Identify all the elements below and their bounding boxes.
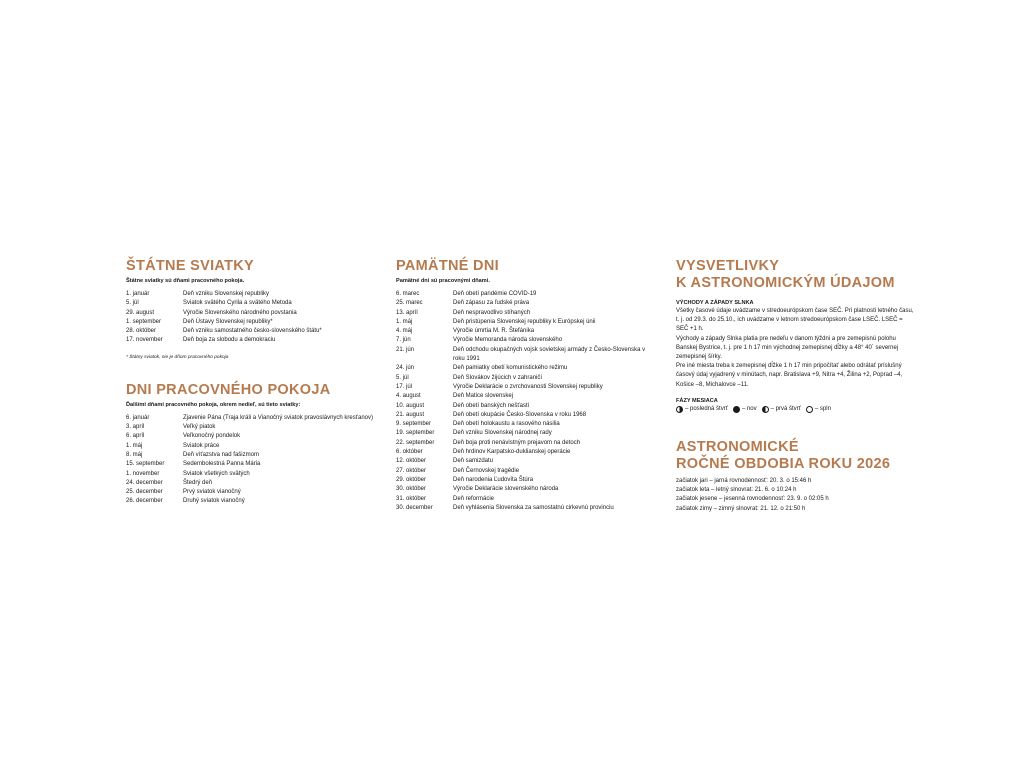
vysvetlivky-title-line1: VYSVETLIVKY: [676, 258, 780, 274]
table-row: 15. september Sedembolestná Panna Mária: [126, 461, 261, 468]
table-row: 1. máj Sviatok práce: [126, 442, 220, 449]
table-row: 6. október Deň hrdinov Karpatsko-duklianskej operácie: [396, 449, 571, 456]
table-row: 1. november Sviatok všetkých svätých: [126, 470, 250, 477]
moon-phases-legend: [676, 406, 916, 413]
table-row: 4. august Deň Matice slovenskej: [396, 393, 514, 400]
vysvetlivky-paragraph: Pre iné miesta treba k zemepisnej dĺžke 1 h 17 min pripočítať alebo odrátať príslušný časový údaj vyjadrený v minútach, napr. Bratislava +9, Nitra +4, Žilina +2, Poprad –4, Košice –8, Michalovce –11.: [676, 363, 903, 388]
dni-pokoja-title: DNI PRACOVNÉHO POKOJA: [126, 381, 331, 398]
table-row: 6. marec Deň obetí pandémie COVID-19: [396, 291, 537, 297]
pamatne-dni-title: PAMÄTNÉ DNI: [396, 258, 499, 274]
table-row: 19. september Deň vzniku Slovenskej národnej rady: [396, 430, 552, 437]
table-row: 17. november Deň boja za slobodu a demokraciu: [126, 337, 276, 344]
table-row: 29. august Výročie Slovenského národného povstania: [126, 309, 297, 316]
table-row: 1. september Deň Ústavy Slovenskej republiky*: [126, 318, 273, 325]
last-quarter-moon-icon: [676, 406, 683, 413]
table-row: 5. júl Sviatok svätého Cyrila a svätého Metoda: [126, 300, 292, 307]
fazy-mesiaca-heading: FÁZY MESIACA: [676, 397, 718, 404]
table-row: 25. marec Deň zápasu za ľudské práva: [396, 300, 530, 307]
column-middle: [396, 258, 656, 513]
list-item: začiatok jari – jarná rovnodennosť: 20. 3. o 15:46 h: [676, 477, 812, 484]
obdobia-title: [676, 439, 916, 473]
table-row: 9. september Deň obetí holokaustu a rasového násilia: [396, 421, 560, 428]
table-row: 29. október Deň narodenia Ľudovíta Štúra: [396, 476, 534, 483]
vysvetlivky-paragraph: Východy a západy Slnka platia pre nedeľu v danom týždni a pre zemepisnú polohu Banskej Bystrice, t. j. pre 1 h 17 min východnej zemepisnej dĺžky a 48° 40´ severnej zemepisnej šírky.: [676, 335, 899, 361]
legend-item: – prvá štvrť: [762, 406, 801, 413]
statne-sviatky-list: [126, 290, 376, 346]
list-item: začiatok jesene – jesenná rovnodennosť: 23. 9. o 02:05 h: [676, 496, 829, 503]
vychody-zapady-heading: VÝCHODY A ZÁPADY SLNKA: [676, 300, 754, 306]
statne-sviatky-note: * Štátny sviatok, nie je dňom pracovného pokoja: [126, 354, 229, 360]
table-row: 26. december Druhý sviatok vianočný: [126, 498, 245, 505]
column-right: [676, 258, 916, 514]
legend-item: – posledná štvrť: [676, 406, 728, 413]
obdobia-title-line1: ASTRONOMICKÉ: [676, 438, 799, 455]
obdobia-title-line2: ROČNÉ OBDOBIA ROKU 2026: [676, 455, 891, 472]
table-row: 7. jún Výročie Memoranda národa slovenského: [396, 337, 563, 344]
table-row: 30. október Výročie Deklarácie slovenského národa: [396, 486, 559, 493]
new-moon-icon: [733, 406, 740, 413]
list-item: začiatok zimy – zimný slnovrat: 21. 12. o 21:50 h: [676, 505, 806, 512]
table-row: 31. október Deň reformácie: [396, 495, 495, 502]
pamatne-dni-subtitle: Pamätné dni sú pracovnými dňami.: [396, 278, 490, 284]
table-row: 17. júl Výročie Deklarácie o zvrchovanosti Slovenskej republiky: [396, 383, 603, 390]
table-row: 28. október Deň vzniku samostatného česko-slovenského štátu*: [126, 328, 322, 335]
table-row: 12. október Deň samizdatu: [396, 458, 494, 465]
vysvetlivky-paragraph: Všetky časové údaje uvádzame v stredoeurópskom čase SEČ. Pri platnosti letného času, t. j. od 29.3. do 25.10., ich uvádzame v letnom stredoeurópskom čase LSEČ. LSEČ = SEČ +1 h.: [676, 308, 914, 333]
column-left: [126, 258, 376, 507]
table-row: 5. júl Deň Slovákov žijúcich v zahraničí: [396, 374, 543, 381]
statne-sviatky-subtitle: Štátne sviatky sú dňami pracovného pokoja.: [126, 278, 245, 284]
table-row: 4. máj Výročie úmrtia M. R. Štefánika: [396, 328, 535, 335]
table-row: 6. január Zjavenie Pána (Traja králi a Vianočný sviatok pravoslávnych kresťanov): [126, 414, 374, 421]
list-item: začiatok leta – letný slnovrat: 21. 6. o 10:24 h: [676, 487, 797, 494]
table-row: 10. august Deň obetí banských nešťastí: [396, 402, 530, 409]
legend-item: – nov: [733, 406, 757, 413]
table-row: 13. apríl Deň nespravodlivo stíhaných: [396, 309, 531, 316]
dni-pokoja-subtitle: Ďalšími dňami pracovného pokoja, okrem nedieľ, sú tieto sviatky:: [126, 401, 301, 408]
table-row: 22. september Deň boja proti nenávistným prejavom na detoch: [396, 439, 581, 446]
table-row: 24. jún Deň pamiatky obetí komunistického režimu: [396, 365, 568, 372]
table-row: 1. január Deň vzniku Slovenskej republiky: [126, 291, 270, 297]
table-row: 3. apríl Veľký piatok: [126, 424, 216, 431]
table-row: 8. máj Deň víťazstva nad fašizmom: [126, 451, 259, 458]
statne-sviatky-title: ŠTÁTNE SVIATKY: [126, 258, 254, 274]
vysvetlivky-title-line2: K ASTRONOMICKÝM ÚDAJOM: [676, 275, 895, 291]
table-row: 30. december Deň vyhlásenia Slovenska za samostatnú cirkevnú provinciu: [396, 504, 614, 511]
legend-item: – spln: [806, 406, 831, 413]
full-moon-icon: [806, 406, 813, 413]
table-row: 21. august Deň obetí okupácie Česko-Slovenska v roku 1968: [396, 411, 587, 418]
table-row: 21. jún Deň odchodu okupačných vojsk sovietskej armády z Česko-Slovenska v roku 1991: [396, 346, 646, 363]
table-row: 24. december Štedrý deň: [126, 479, 213, 486]
table-row: 25. december Prvý sviatok vianočný: [126, 489, 241, 496]
first-quarter-moon-icon: [762, 406, 769, 413]
table-row: 6. apríl Veľkonočný pondelok: [126, 433, 241, 440]
obdobia-list: [676, 477, 916, 514]
vysvetlivky-title: [676, 258, 916, 292]
pamatne-dni-list: [396, 290, 656, 513]
table-row: 27. október Deň Černovskej tragédie: [396, 467, 520, 474]
table-row: 1. máj Deň pristúpenia Slovenskej republiky k Európskej únii: [396, 318, 596, 325]
dni-pokoja-list: [126, 414, 376, 507]
